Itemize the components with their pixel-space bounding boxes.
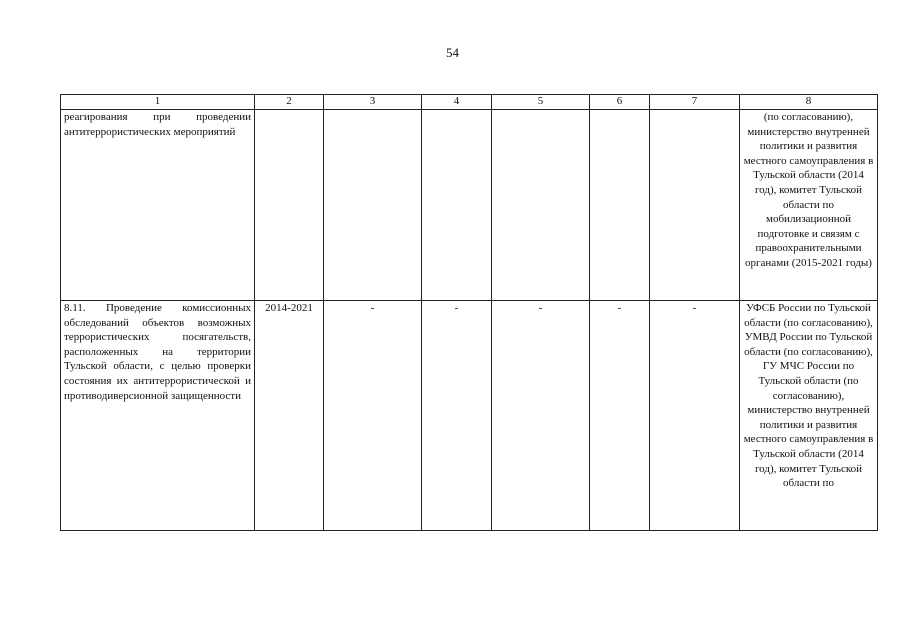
value-cell-5: - <box>492 301 590 531</box>
value-cell-4: - <box>422 301 492 531</box>
measure-name-cell: реагирования при проведении антитеррористических мероприятий <box>61 110 255 301</box>
header-cell-2: 2 <box>255 95 324 110</box>
header-cell-1: 1 <box>61 95 255 110</box>
value-cell-7: - <box>650 301 740 531</box>
executors-cell: УФСБ России по Тульской области (по согласованию), УМВД России по Тульской области (по согласованию), ГУ МЧС России по Тульской области (по согласованию), министерство внутренней политики и развития местного самоуправления в Тульской области (2014 год), комитет Тульской области по <box>740 301 878 531</box>
value-cell-5 <box>492 110 590 301</box>
period-cell: 2014-2021 <box>255 301 324 531</box>
value-cell-7 <box>650 110 740 301</box>
header-cell-6: 6 <box>590 95 650 110</box>
table-row <box>61 301 878 531</box>
header-cell-8: 8 <box>740 95 878 110</box>
value-cell-6: - <box>590 301 650 531</box>
executors-cell: (по согласованию), министерство внутренней политики и развития местного самоуправления в Тульской области (2014 год), комитет Тульской области по мобилизационной подготовке и связям с правоохранительными органами (2015-2021 годы) <box>740 110 878 301</box>
value-cell-3 <box>324 110 422 301</box>
table-row <box>61 110 878 301</box>
period-cell <box>255 110 324 301</box>
header-cell-5: 5 <box>492 95 590 110</box>
header-cell-4: 4 <box>422 95 492 110</box>
value-cell-6 <box>590 110 650 301</box>
value-cell-3: - <box>324 301 422 531</box>
header-cell-7: 7 <box>650 95 740 110</box>
measures-table <box>60 94 878 531</box>
header-row <box>61 95 878 110</box>
page-number: 54 <box>446 45 459 60</box>
value-cell-4 <box>422 110 492 301</box>
header-cell-3: 3 <box>324 95 422 110</box>
measure-name-cell: 8.11. Проведение комиссионных обследований объектов возможных террористических посягательств, расположенных на территории Тульской области, с целью проверки состояния их антитеррористической и противодиверсионной защищенности <box>61 301 255 531</box>
